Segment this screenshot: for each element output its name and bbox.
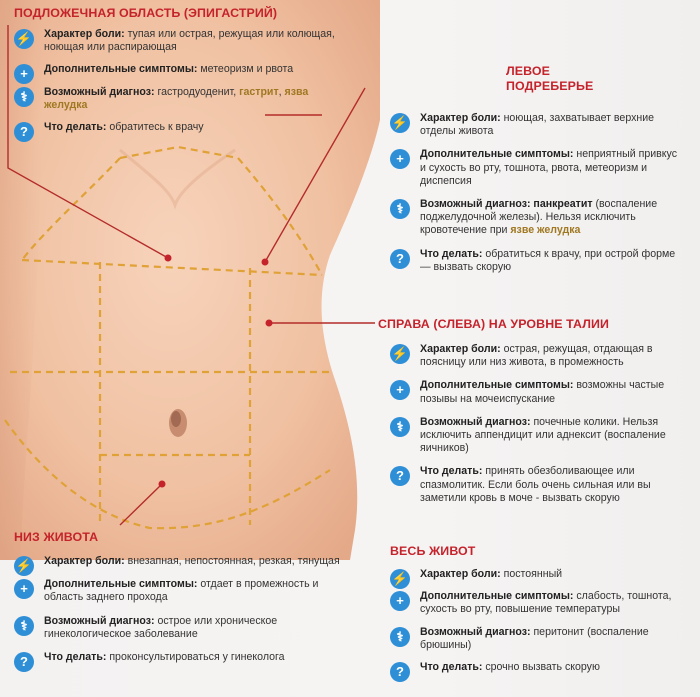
- section-left-hypochondrium: [390, 112, 680, 274]
- lightning-icon: ⚡: [390, 344, 410, 364]
- plus-icon: +: [390, 149, 410, 169]
- plus-icon: +: [14, 579, 34, 599]
- section-whole-abdomen: [390, 544, 690, 680]
- section-epigastrium: [14, 6, 354, 140]
- question-icon: ?: [14, 122, 34, 142]
- extra-symptoms-row: + Дополнительные симптомы: слабость, тошнота, сухость во рту, повышение температуры: [390, 590, 690, 616]
- section-title: ВЕСЬ ЖИВОТ: [390, 544, 476, 558]
- extra-symptoms-row: + Дополнительные симптомы: отдает в промежность и область заднего прохода: [14, 578, 344, 604]
- section-title: СПРАВА (СЛЕВА) НА УРОВНЕ ТАЛИИ: [378, 317, 610, 331]
- extra-symptoms-row: + Дополнительные симптомы: возможны частые позывы на мочеиспускание: [390, 379, 682, 405]
- diagnosis-row: ⚕ Возможный диагноз: почечные колики. Нельзя исключить аппендицит или аднексит (воспаление яичников): [390, 416, 682, 456]
- section-left-hypochondrium-title: ЛЕВОЕ ПОДРЕБЕРЬЕ: [506, 64, 594, 93]
- lightning-icon: ⚡: [390, 569, 410, 589]
- pain-character-row: ⚡ Характер боли: тупая или острая, режущая или колющая, ноющая или распирающая: [15, 28, 335, 54]
- section-waist: [378, 317, 690, 332]
- lightning-icon: ⚡: [390, 113, 410, 133]
- pain-character-row: ⚡ Характер боли: постоянный: [390, 568, 690, 581]
- lightning-icon: ⚡: [14, 29, 34, 49]
- pain-character-row: ⚡ Характер боли: внезапная, непостоянная, резкая, тянущая: [14, 555, 344, 568]
- section-title: ПОДЛОЖЕЧНАЯ ОБЛАСТЬ (ЭПИГАСТРИЙ): [14, 6, 278, 20]
- stethoscope-icon: ⚕: [390, 627, 410, 647]
- what-to-do-row: ? Что делать: принять обезболивающее или спазмолитик. Если боль очень сильная или вы заметили кровь в моче - вызвать скорую: [390, 465, 682, 505]
- question-icon: ?: [14, 652, 34, 672]
- question-icon: ?: [390, 662, 410, 682]
- question-icon: ?: [390, 249, 410, 269]
- section-title: НИЗ ЖИВОТА: [14, 530, 99, 544]
- stethoscope-icon: ⚕: [14, 616, 34, 636]
- plus-icon: +: [390, 380, 410, 400]
- lightning-icon: ⚡: [14, 556, 34, 576]
- plus-icon: +: [390, 591, 410, 611]
- what-to-do-row: ? Что делать: обратиться к врачу, при острой форме — вызвать скорую: [390, 248, 680, 274]
- extra-symptoms-row: + Дополнительные симптомы: метеоризм и рвота: [14, 63, 354, 76]
- diagnosis-row: ⚕ Возможный диагноз: панкреатит (воспаление поджелудочной железы). Нельзя исключить кровотечение при язве желудка: [390, 198, 680, 238]
- section-lower-abdomen: [14, 530, 344, 670]
- pain-character-row: ⚡ Характер боли: острая, режущая, отдающая в поясницу или низ живота, в промежность: [391, 343, 653, 369]
- question-icon: ?: [390, 466, 410, 486]
- what-to-do-row: ? Что делать: срочно вызвать скорую: [390, 661, 690, 674]
- diagnosis-row: ⚕ Возможный диагноз: перитонит (воспаление брюшины): [390, 626, 690, 652]
- stethoscope-icon: ⚕: [14, 87, 34, 107]
- diagnosis-row: ⚕ Возможный диагноз: острое или хроническое гинекологическое заболевание: [14, 615, 344, 641]
- what-to-do-row: ? Что делать: обратитесь к врачу: [14, 121, 354, 134]
- plus-icon: +: [14, 64, 34, 84]
- what-to-do-row: ? Что делать: проконсультироваться у гинеколога: [14, 651, 344, 664]
- diagnosis-row: ⚕ Возможный диагноз: гастродуоденит, гастрит, язва желудка: [14, 86, 354, 112]
- stethoscope-icon: ⚕: [390, 199, 410, 219]
- pain-character-row: ⚡ Характер боли: ноющая, захватывает верхние отделы живота: [391, 112, 655, 138]
- extra-symptoms-row: + Дополнительные симптомы: неприятный привкус и сухость во рту, тошнота, рвота, метеоризм и диспепсия: [390, 148, 680, 188]
- stethoscope-icon: ⚕: [390, 417, 410, 437]
- section-waist-items: [390, 343, 682, 505]
- navel-highlight: [171, 411, 181, 427]
